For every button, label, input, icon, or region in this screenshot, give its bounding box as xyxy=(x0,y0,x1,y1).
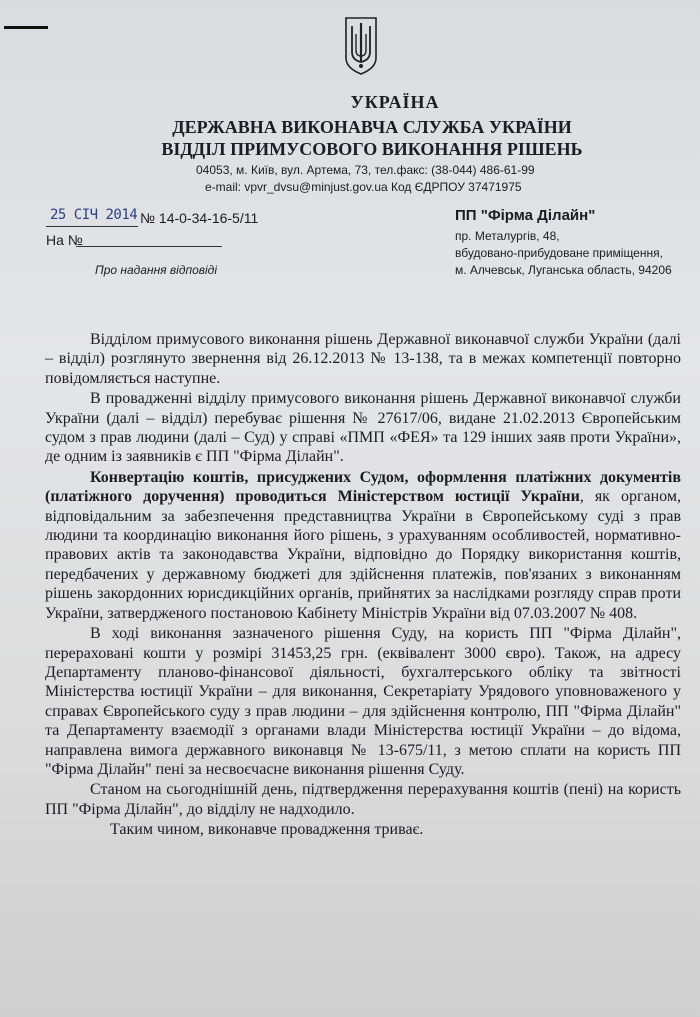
date-stamp: 25 СІЧ 2014 xyxy=(50,207,138,223)
paragraph-5: Станом на сьогоднішній день, підтвердження перерахування коштів (пені) на користь ПП "Фірма Ділайн", до відділу не надходило. xyxy=(45,781,681,818)
reply-to-label: На № xyxy=(46,232,83,248)
paragraph-4: В ході виконання зазначеного рішення Суду, на користь ПП "Фірма Ділайн", перераховані кошти у розмірі 31453,25 грн. (еквівалент 3000 євро). Також, на адресу Департаменту планово-фінансової діяльності, бухгалтерського обліку та звітності Міністерства юстиції України – для виконання, Секретаріату Урядового уповноваженого у справах Європейського суду з прав людини – для здійснення контролю, ПП "Фірма Ділайн" та Департаменту взаємодії з органами влади Міністерства юстиції України – до відома, направлена вимога державного виконавця № 13-675/11, з метою сплати на користь ПП "Фірма Ділайн" пені за несвоєчасне виконання рішення Суду. xyxy=(45,625,681,778)
recipient-street: пр. Металургів, 48, xyxy=(455,229,560,243)
date-underline xyxy=(46,226,138,227)
paragraph-2: В провадженні відділу примусового виконання рішень Державної виконавчої служби України (далі – відділ) перебуває рішення № 27617/06, видане 21.02.2013 Європейським судом з прав людини (далі – Суд) у справі «ПМП «ФЕЯ» та 129 інших заяв проти України», де одним із заявників є ПП "Фірма Ділайн". xyxy=(45,390,681,466)
header-department: ВІДДІЛ ПРИМУСОВОГО ВИКОНАННЯ РІШЕНЬ xyxy=(161,139,583,159)
header-country: УКРАЇНА xyxy=(350,92,440,112)
corner-mark xyxy=(4,26,48,29)
letter-subject: Про надання відповіді xyxy=(95,263,217,277)
header-contacts: e-mail: vpvr_dvsu@minjust.gov.ua Код ЄДРПОУ 37471975 xyxy=(205,180,522,194)
paragraph-6: Таким чином, виконавче провадження триває. xyxy=(110,821,424,839)
recipient-premises: вбудовано-прибудоване приміщення, xyxy=(455,246,663,260)
paragraph-3-bold: Конвертацію коштів, присуджених Судом, оформлення платіжних документів (платіжного доручення) проводиться Міністерством юстиції України xyxy=(45,468,681,506)
recipient-name: ПП "Фірма Ділайн" xyxy=(455,207,596,224)
reply-to-underline xyxy=(76,246,222,247)
paragraph-3-rest: , як органом, відповідальним за забезпечення представництва України в Європейському суді з прав людини та координацію виконання його рішень, з урахуванням особливостей, нормативно-правових актів та законодавства України, відповідно до Порядку використання коштів, передбачених у державному бюджеті для здійснення платежів, пов'язаних з виконанням рішень закордонних юрисдикційних органів, прийнятих за наслідками розгляду справ проти України, затвердженого постановою Кабінету Міністрів України від 07.03.2007 № 408. xyxy=(45,488,681,622)
outgoing-number: № 14-0-34-16-5/11 xyxy=(140,210,259,226)
recipient-city: м. Алчевськ, Луганська область, 94206 xyxy=(455,263,672,277)
show-through-text xyxy=(330,20,690,130)
header-service: ДЕРЖАВНА ВИКОНАВЧА СЛУЖБА УКРАЇНИ xyxy=(172,117,572,137)
letter-body xyxy=(45,330,681,840)
trident-emblem-icon xyxy=(343,14,379,76)
paragraph-3 xyxy=(45,468,681,623)
header-address: 04053, м. Київ, вул. Артема, 73, тел.факс: (38-044) 486-61-99 xyxy=(196,163,535,177)
paragraph-1: Відділом примусового виконання рішень Державної виконавчої служби України (далі – відділ) розглянуто звернення від 26.12.2013 № 13-138, та в межах компетенції повторно повідомляється наступне. xyxy=(45,331,681,387)
